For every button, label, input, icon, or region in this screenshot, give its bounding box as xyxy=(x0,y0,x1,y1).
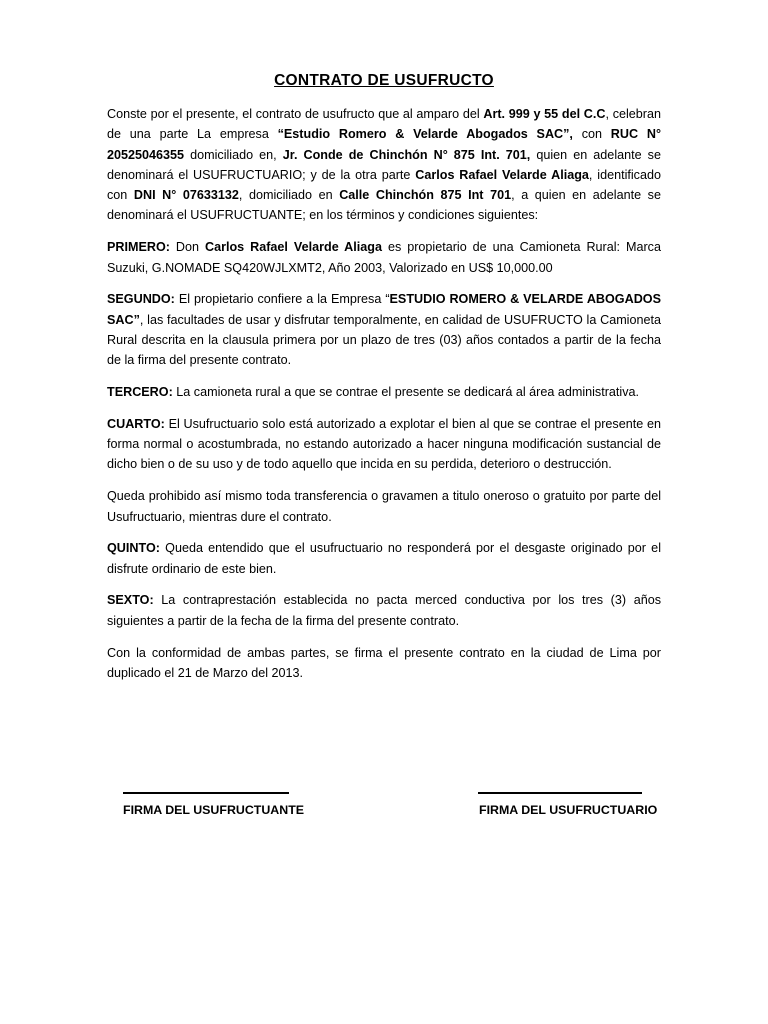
clause-segundo xyxy=(107,289,661,370)
clause-cuarto-label: CUARTO: xyxy=(107,416,165,431)
intro-bold-address: Jr. Conde de Chinchón N° 875 Int. 701, xyxy=(282,147,531,162)
clause-cuarto xyxy=(107,414,661,475)
contract-body xyxy=(107,104,661,695)
signature-line-right xyxy=(478,792,642,794)
signature-label-usufructuario: FIRMA DEL USUFRUCTUARIO xyxy=(479,803,658,817)
prohibition-paragraph: Queda prohibido así mismo toda transferencia o gravamen a titulo oneroso o gratuito por parte del Usufructuario, mientras dure el contrato. xyxy=(107,489,661,524)
clause-primero-text-1: Don xyxy=(169,240,205,255)
clause-quinto-text: Queda entendido que el usufructuario no responderá por el desgaste originado por el disfrute ordinario de este bien. xyxy=(107,541,661,576)
clause-quinto-label: QUINTO: xyxy=(107,541,160,556)
clause-segundo-bold-company: ESTUDIO ROMERO & VELARDE ABOGADOS SAC” xyxy=(107,292,661,327)
intro-paragraph xyxy=(107,104,661,226)
clause-primero-label: PRIMERO: xyxy=(107,240,170,255)
clause-tercero xyxy=(107,382,661,402)
intro-bold-ruc: RUC N° 20525046355 xyxy=(107,127,661,162)
signature-label-usufructuante: FIRMA DEL USUFRUCTUANTE xyxy=(123,803,305,817)
closing-paragraph: Con la conformidad de ambas partes, se firma el presente contrato en la ciudad de Lima por duplicado el 21 de Marzo del 2013. xyxy=(107,645,661,680)
intro-text-8: , a quien en adelante se denominará el USUFRUCTUANTE; en los términos y condiciones siguientes: xyxy=(107,188,661,223)
clause-quinto xyxy=(107,538,661,579)
clause-sexto-text: La contraprestación establecida no pacta merced conductiva por los tres (3) años siguientes a partir de la fecha de la firma del presente contrato. xyxy=(107,593,661,628)
intro-text-3: con xyxy=(572,127,611,142)
intro-text-7: , domiciliado en xyxy=(238,188,340,203)
document-title: CONTRATO DE USUFRUCTO xyxy=(274,72,494,89)
intro-text-6: , identificado con xyxy=(107,167,661,203)
intro-bold-address-2: Calle Chinchón 875 Int 701 xyxy=(339,188,512,203)
clause-primero xyxy=(107,237,661,278)
clause-primero-bold-name: Carlos Rafael Velarde Aliaga xyxy=(204,240,382,255)
clause-segundo-label: SEGUNDO: xyxy=(107,292,175,307)
intro-text-5: quien en adelante se denominará el USUFRUCTUARIO; y de la otra parte xyxy=(107,147,661,182)
clause-tercero-text: La camioneta rural a que se contrae el presente se dedicará al área administrativa. xyxy=(172,385,640,400)
clause-segundo-text-2: , las facultades de usar y disfrutar temporalmente, en calidad de USUFRUCTO la Camioneta Rural descrita en la clausula primera por un plazo de tres (03) años contados a partir de la fecha de la firma del presente contrato. xyxy=(107,312,661,368)
signature-line-left xyxy=(123,792,289,794)
intro-bold-name: Carlos Rafael Velarde Aliaga xyxy=(415,167,589,182)
intro-text-1: Conste por el presente, el contrato de usufructo que al amparo del xyxy=(107,107,484,121)
clause-primero-text-2: es propietario de una Camioneta Rural: Marca Suzuki, G.NOMADE SQ420WJLXMT2, Año 2003, Valorizado en US$ 10,000.00 xyxy=(107,240,661,275)
clause-cuarto-text: El Usufructuario solo está autorizado a explotar el bien al que se contrae el presente en forma normal o acostumbrada, no estando autorizado a hacer ninguna modificación sustancial de dicho bien o de su uso y de todo aquello que incida en su perdida, deterioro o destrucción. xyxy=(107,416,661,472)
intro-bold-article: Art. 999 y 55 del C.C xyxy=(483,107,606,121)
intro-text-2: , celebran de una parte La empresa xyxy=(107,107,661,142)
intro-text-4: domiciliado en, xyxy=(184,147,283,162)
intro-bold-company: “Estudio Romero & Velarde Abogados SAC”, xyxy=(277,127,573,142)
clause-sexto xyxy=(107,590,661,631)
intro-bold-dni: DNI N° 07633132 xyxy=(133,188,239,203)
clause-segundo-text-1: El propietario confiere a la Empresa “ xyxy=(174,292,390,307)
clause-tercero-label: TERCERO: xyxy=(107,385,173,400)
clause-sexto-label: SEXTO: xyxy=(107,593,154,608)
